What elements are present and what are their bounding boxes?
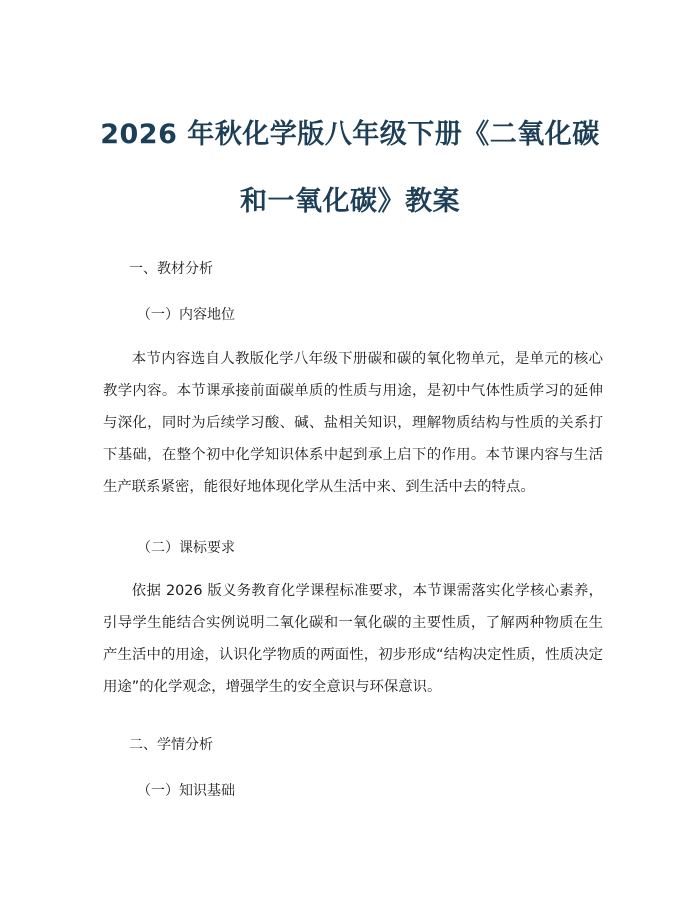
paragraph-curriculum-requirements: 依据 2026 版义务教育化学课程标准要求，本节课需落实化学核心素养，引导学生能结合实例说明二氧化碳和一氧化碳的主要性质，了解两种物质在生产生活中的用途，认识化学物质的两面性，初步形成“结构决定性质，性质决定用途”的化学观念，增强学生的安全意识与环保意识。 bbox=[103, 583, 603, 695]
document-title-line-1: 2026 年秋化学版八年级下册《二氧化碳 bbox=[100, 119, 600, 150]
section-heading-textbook-analysis: 一、教材分析 bbox=[129, 261, 213, 277]
subsection-heading-knowledge-basis: （一）知识基础 bbox=[137, 783, 235, 799]
subsection-heading-content-position: （一）内容地位 bbox=[137, 307, 235, 323]
subsection-heading-curriculum-requirements: （二）课标要求 bbox=[137, 540, 235, 556]
paragraph-content-position: 本节内容选自人教版化学八年级下册碳和碳的氧化物单元，是单元的核心教学内容。本节课承接前面碳单质的性质与用途，是初中气体性质学习的延伸与深化，同时为后续学习酸、碱、盐相关知识，理解物质结构与性质的关系打下基础，在整个初中化学知识体系中起到承上启下的作用。本节课内容与生活生产联系紧密，能很好地体现化学从生活中来、到生活中去的特点。 bbox=[103, 351, 603, 495]
document-title-line-2: 和一氧化碳》教案 bbox=[240, 186, 460, 217]
section-heading-student-analysis: 二、学情分析 bbox=[129, 737, 213, 753]
